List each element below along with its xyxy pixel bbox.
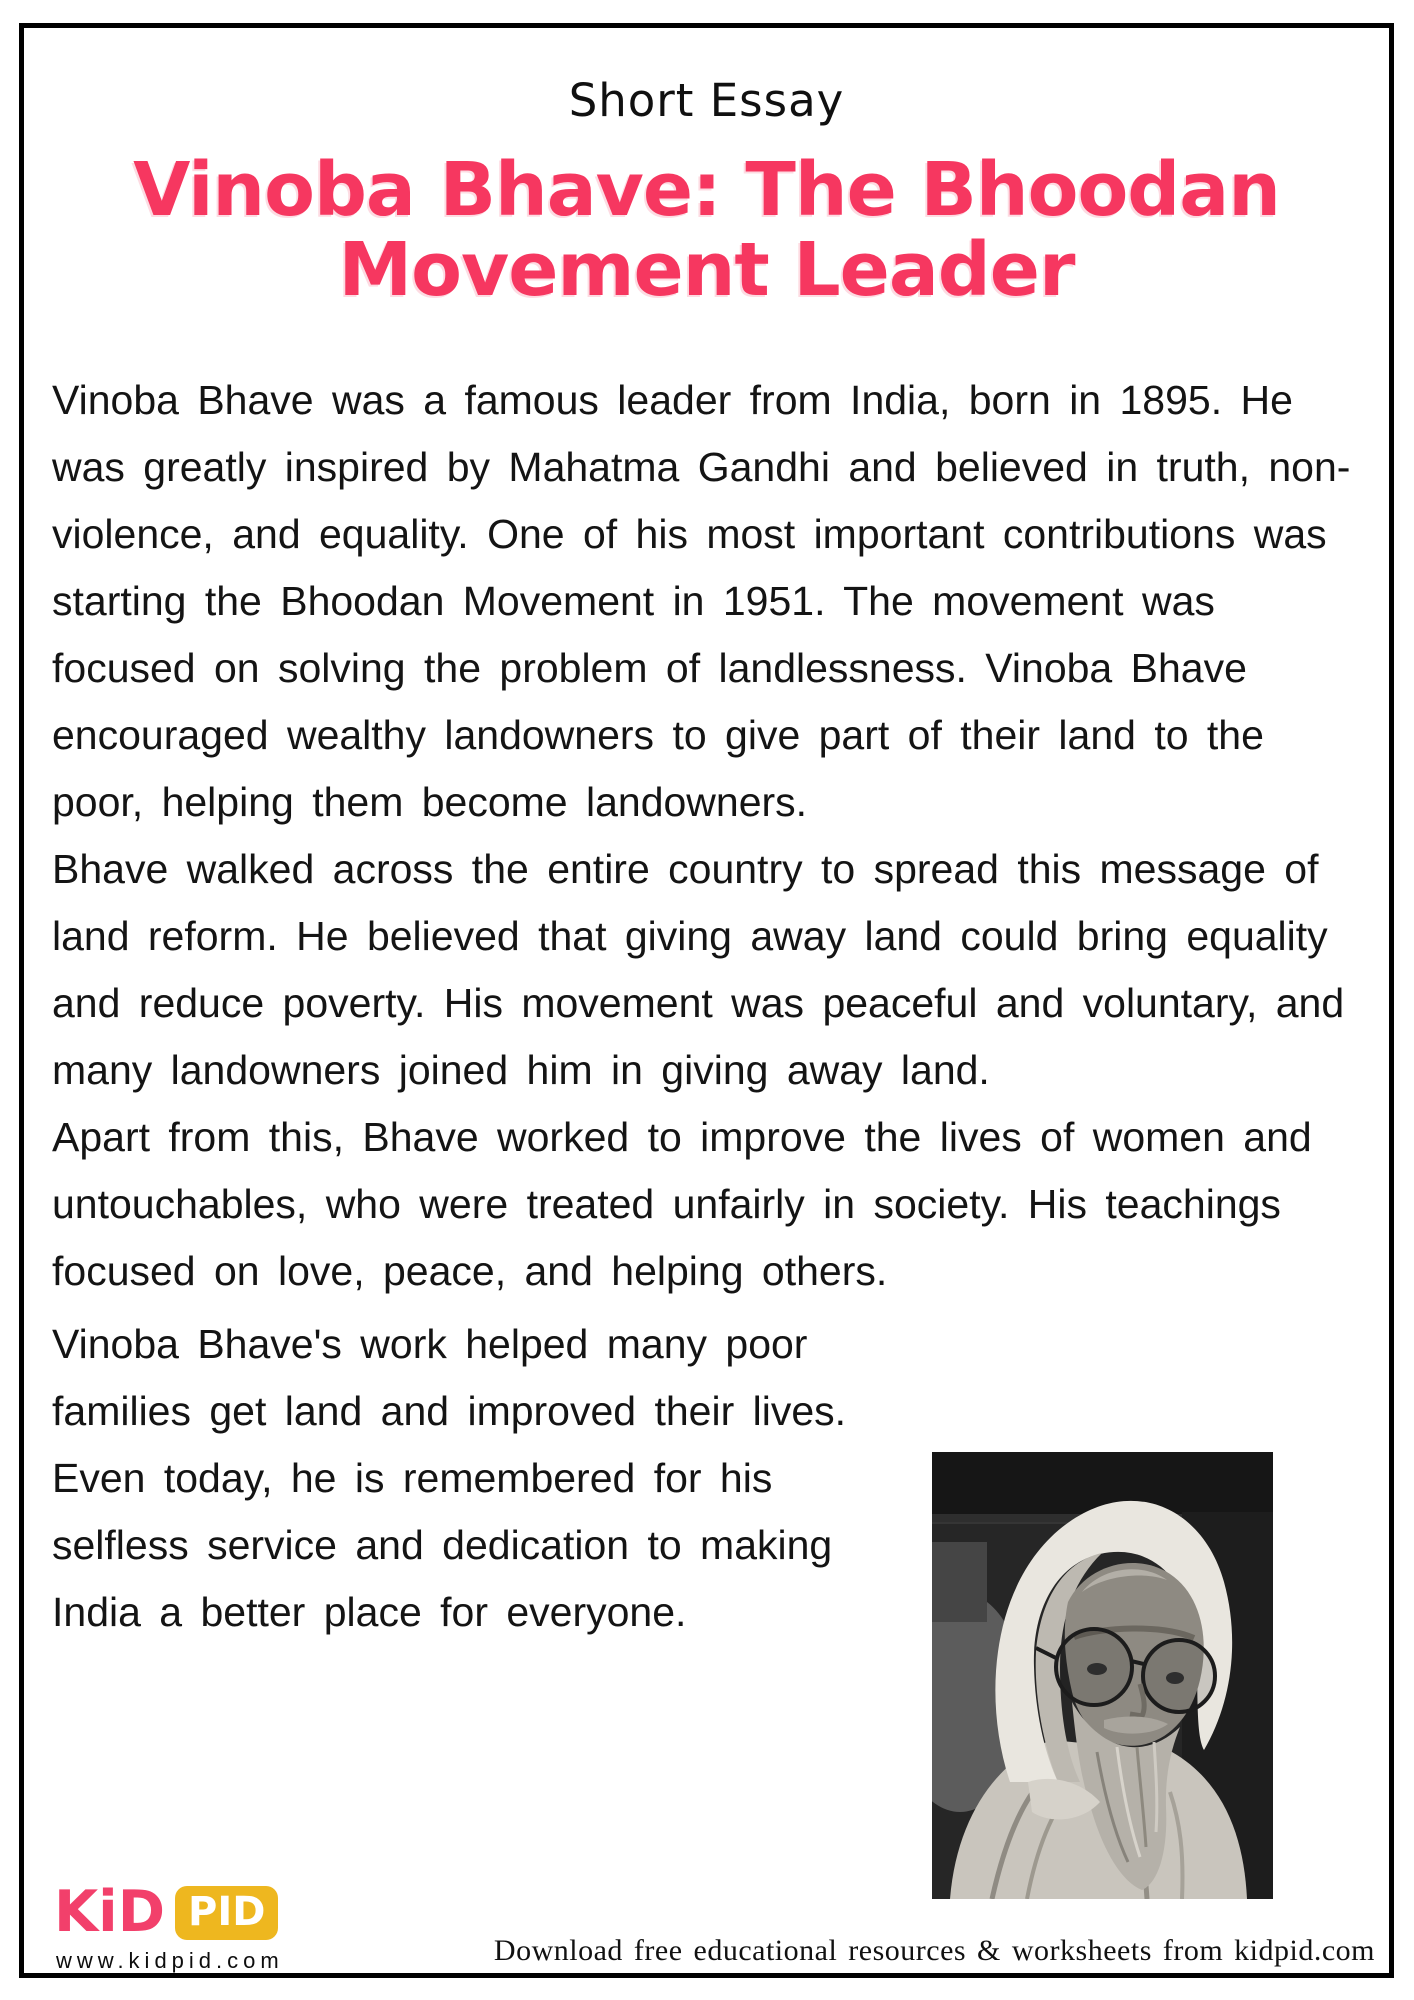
essay-paragraph-4: Vinoba Bhave's work helped many poor families get land and improved their lives. Even today, he is remembered for his selfless service and dedication to making India a better place for everyone. bbox=[52, 1321, 847, 1635]
logo-kid-text: KiD bbox=[54, 1879, 166, 1945]
kidpid-website-url: www.kidpid.com bbox=[56, 1948, 284, 1973]
essay-paragraph-1: Vinoba Bhave was a famous leader from India, born in 1895. He was greatly inspired by Mahatma Gandhi and believed in truth, non-violence, and equality. One of his most important contributions was starting the Bhoodan Movement in 1951. The movement was focused on solving the problem of landlessness. Vinoba Bhave encouraged wealthy landowners to give part of their land to the poor, helping them become landowners. bbox=[52, 377, 1351, 825]
essay-title bbox=[24, 147, 1389, 313]
essay-type-heading: Short Essay bbox=[568, 74, 845, 127]
footer-note: Download free educational resources & worksheets from kidpid.com bbox=[493, 1934, 1375, 1967]
essay-paragraph-3: Apart from this, Bhave worked to improve the lives of women and untouchables, who were treated unfairly in society. His teachings focused on love, peace, and helping others. bbox=[52, 1114, 1312, 1294]
essay-title-line-1: Vinoba Bhave: The Bhoodan bbox=[133, 147, 1280, 233]
kidpid-logo bbox=[54, 1879, 284, 1974]
essay-title-line-2: Movement Leader bbox=[338, 227, 1075, 313]
kidpid-logo-wordmark bbox=[54, 1879, 284, 1945]
vinoba-bhave-photo bbox=[932, 1452, 1273, 1899]
essay-paragraph-2: Bhave walked across the entire country to spread this message of land reform. He believed that giving away land could bring equality and reduce poverty. His movement was peaceful and voluntary, and many landowners joined him in giving away land. bbox=[52, 846, 1345, 1093]
logo-pid-badge: PID bbox=[175, 1886, 278, 1940]
vinoba-bhave-portrait-illustration bbox=[932, 1452, 1273, 1899]
page-border-frame bbox=[19, 23, 1394, 1978]
